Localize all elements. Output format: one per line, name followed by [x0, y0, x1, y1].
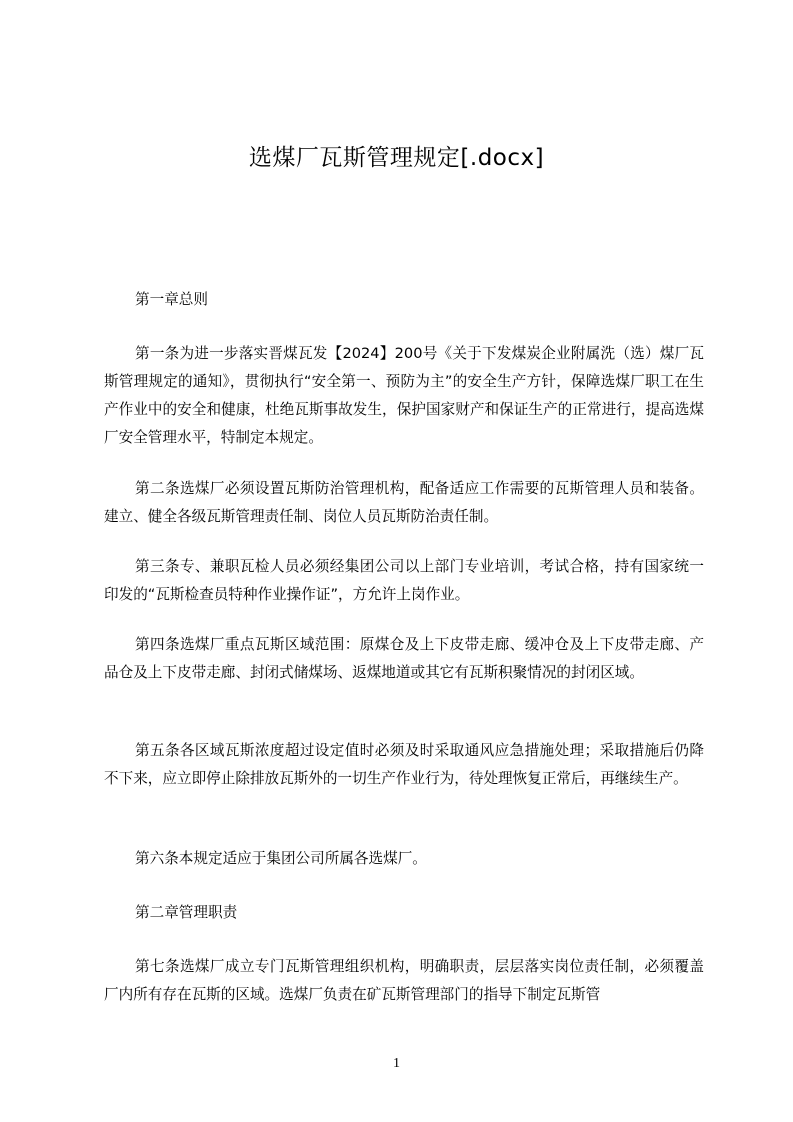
article-7-paragraph: 第七条选煤厂成立专门瓦斯管理组织机构，明确职责，层层落实岗位责任制，必须覆盖厂内所有存在瓦斯的区域。选煤厂负责在矿瓦斯管理部门的指导下制定瓦斯管 [104, 958, 704, 1003]
page-number: 1 [393, 1056, 400, 1071]
chapter-heading-1: 第一章总则 [135, 291, 208, 308]
article-2-paragraph: 第二条选煤厂必须设置瓦斯防治管理机构，配备适应工作需要的瓦斯管理人员和装备。建立、健全各级瓦斯管理责任制、岗位人员瓦斯防治责任制。 [104, 480, 704, 525]
document-title: 选煤厂瓦斯管理规定[.docx] [248, 145, 545, 171]
article-5-paragraph: 第五条各区域瓦斯浓度超过设定值时必须及时采取通风应急措施处理；采取措施后仍降不下来，应立即停止除排放瓦斯外的一切生产作业行为，待处理恢复正常后，再继续生产。 [104, 742, 704, 787]
chapter-heading-2: 第二章管理职责 [135, 904, 238, 921]
article-4-paragraph: 第四条选煤厂重点瓦斯区域范围：原煤仓及上下皮带走廊、缓冲仓及上下皮带走廊、产品仓及上下皮带走廊、封闭式储煤场、返煤地道或其它有瓦斯积聚情况的封闭区域。 [104, 636, 704, 681]
article-1-paragraph: 第一条为进一步落实晋煤瓦发【2024】200号《关于下发煤炭企业附属洗（选）煤厂瓦斯管理规定的通知》，贯彻执行“安全第一、预防为主”的安全生产方针，保障选煤厂职工在生产作业中的安全和健康，杜绝瓦斯事故发生，保护国家财产和保证生产的正常进行，提高选煤厂安全管理水平，特制定本规定。 [104, 345, 704, 446]
article-6-paragraph: 第六条本规定适应于集团公司所属各选煤厂。 [135, 850, 427, 867]
article-3-paragraph: 第三条专、兼职瓦检人员必须经集团公司以上部门专业培训，考试合格，持有国家统一印发的“瓦斯检查员特种作业操作证”，方允许上岗作业。 [104, 558, 704, 603]
